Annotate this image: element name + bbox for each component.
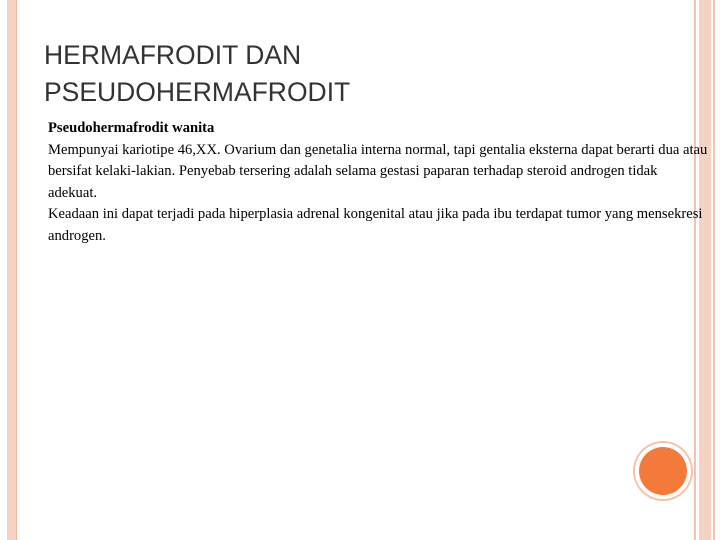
content-paragraph-2: Keadaan ini dapat terjadi pada hiperplasia adrenal kongenital atau jika pada ibu terdapat tumor yang mensekresi androgen. — [48, 206, 703, 244]
slide-title-line-2: PSEUDOHERMAFRODIT — [44, 77, 351, 107]
right-border-stripe — [699, 0, 711, 540]
left-border-stripe — [7, 0, 16, 540]
decorative-circle — [639, 447, 687, 495]
slide-title-line-1: HERMAFRODIT DAN — [44, 40, 302, 70]
content-heading: Pseudohermafrodit wanita — [48, 120, 215, 136]
left-border-line — [16, 0, 17, 540]
content-paragraph-1: Mempunyai kariotipe 46,XX. Ovarium dan genetalia interna normal, tapi gentalia eksterna dapat berarti dua atau bersifat kelaki-lakian. Penyebab tersering adalah selama gestasi paparan terhadap steroid androgen tidak adekuat. — [48, 141, 708, 201]
slide-title — [44, 37, 664, 111]
right-border-line-outer — [713, 0, 715, 540]
slide-content — [48, 118, 708, 248]
right-border-line-inner — [694, 0, 696, 540]
